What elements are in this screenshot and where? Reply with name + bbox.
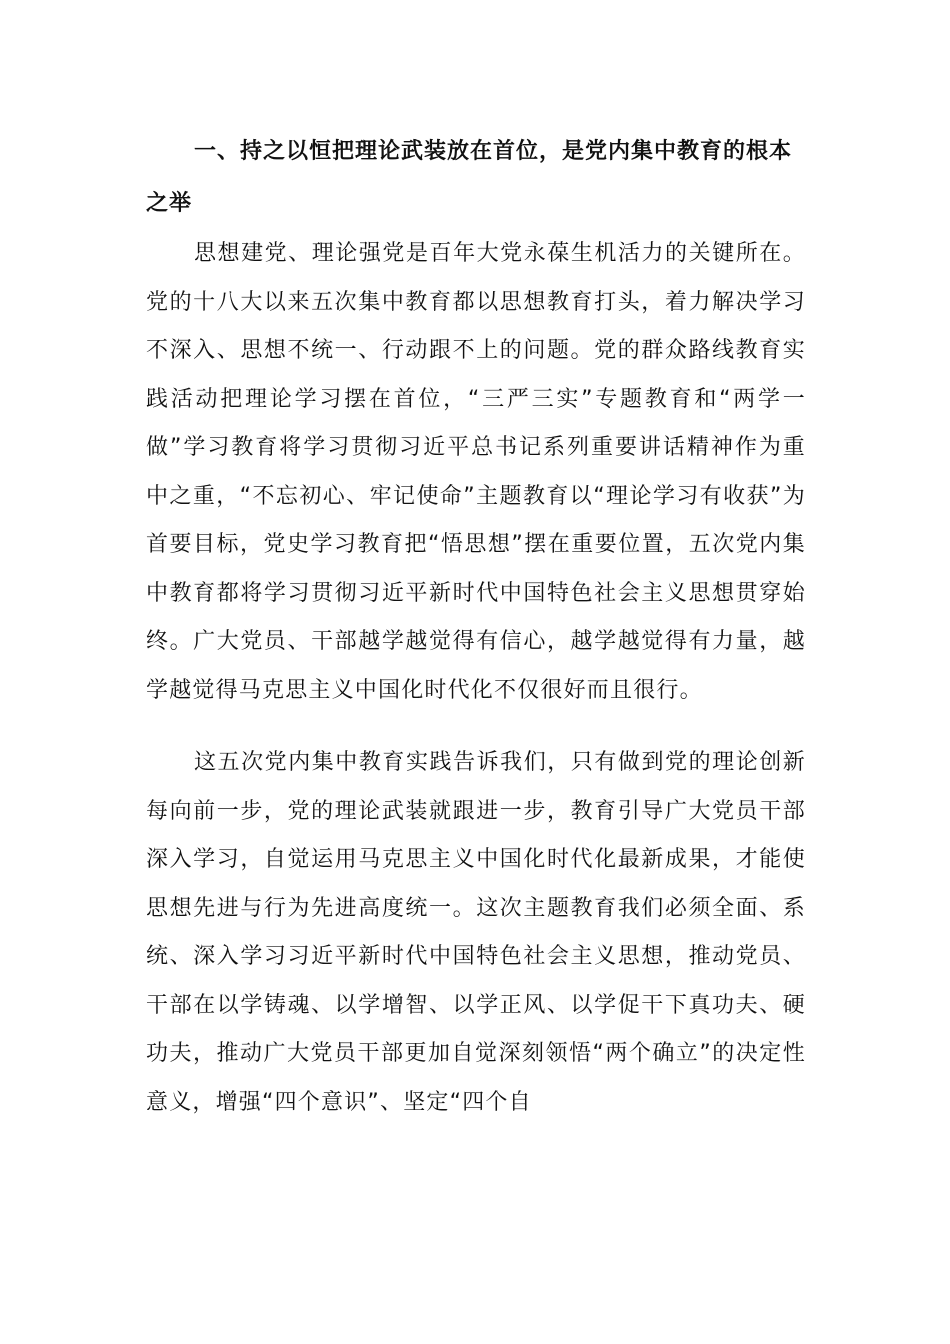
paragraph-1: 思想建党、理论强党是百年大党永葆生机活力的关键所在。党的十八大以来五次集中教育都以思想教育打头，着力解决学习不深入、思想不统一、行动跟不上的问题。党的群众路线教育实践活动把理论学习摆在首位，“三严三实”专题教育和“两学一做”学习教育将学习贯彻习近平总书记系列重要讲话精神作为重中之重，“不忘初心、牢记使命”主题教育以“理论学习有收获”为首要目标，党史学习教育把“悟思想”摆在重要位置，五次党内集中教育都将学习贯彻习近平新时代中国特色社会主义思想贯穿始终。广大党员、干部越学越觉得有信心，越学越觉得有力量，越学越觉得马克思主义中国化时代化不仅很好而且很行。	[146, 241, 806, 703]
section-heading: 一、持之以恒把理论武装放在首位，是党内集中教育的根本之举	[146, 139, 793, 216]
paragraph-2: 这五次党内集中教育实践告诉我们，只有做到党的理论创新每向前一步，党的理论武装就跟进一步，教育引导广大党员干部深入学习，自觉运用马克思主义中国化时代化最新成果，才能使思想先进与行为先进高度统一。这次主题教育我们必须全面、系统、深入学习习近平新时代中国特色社会主义思想，推动党员、干部在以学铸魂、以学增智、以学正风、以学促干下真功夫、硬功夫，推动广大党员干部更加自觉深刻领悟“两个确立”的决定性意义，增强“四个意识”、坚定“四个自	[146, 750, 806, 1115]
paragraph-spacer	[146, 715, 806, 739]
document-body	[146, 126, 806, 1127]
